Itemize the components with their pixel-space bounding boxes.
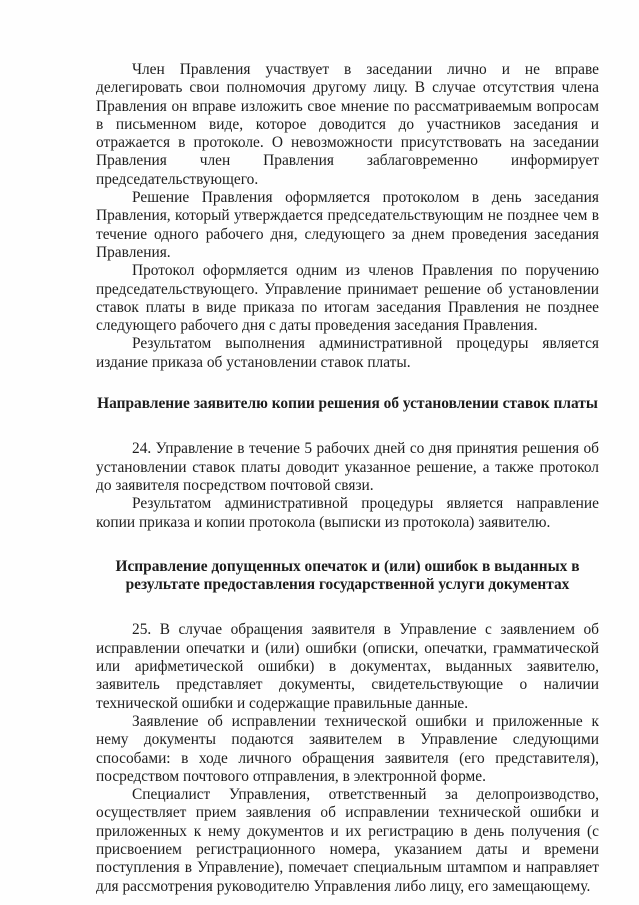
paragraph-board-member-participation: Член Правления участвует в заседании лично и не вправе делегировать свои полномочия другому лицу. В случае отсутствия члена Правления он вправе изложить свое мнение по рассматриваемым вопросам в письменном виде, которое доводится до участников заседания и отражается в протоколе. О невозможности присутствовать на заседании Правления член Правления заблаговременно информирует председательствующего. [96, 61, 599, 188]
section-heading-sending-decision: Направление заявителю копии решения об установлении ставок платы [97, 395, 598, 413]
paragraph-protocol-preparation: Протокол оформляется одним из членов Правления по поручению председательствующего. Управление принимает решение об установлении ставок платы в виде приказа по итогам заседания Правления не позднее следующего рабочего дня с даты проведения заседания Правления. [96, 262, 599, 335]
paragraph-item-25: 25. В случае обращения заявителя в Управление с заявлением об исправлении опечатки и (или) ошибки (описки, опечатки, грамматической или арифметической ошибки) в документах, выданных заявителю, заявитель представляет документы, свидетельствующие о наличии технической ошибки и содержащие правильные данные. [96, 621, 599, 712]
paragraph-sending-result: Результатом административной процедуры является направление копии приказа и копии протокола (выписки из протокола) заявителю. [96, 495, 599, 531]
paragraph-submission-methods: Заявление об исправлении технической ошибки и приложенные к нему документы подаются заявителем в Управление следующими способами: в ходе личного обращения заявителя (его представителя), посредством почтового отправления, в электронной форме. [96, 712, 599, 785]
section-heading-correcting-errors: Исправление допущенных опечаток и (или) ошибок в выданных в результате предоставления государственной услуги документах [115, 557, 580, 594]
paragraph-board-decision-protocol: Решение Правления оформляется протоколом в день заседания Правления, который утверждается председательствующим не позднее чем в течение одного рабочего дня, следующего за днем проведения заседания Правления. [96, 189, 599, 261]
spacer [96, 532, 599, 558]
document-body [96, 61, 599, 896]
spacer [96, 594, 599, 621]
spacer [96, 413, 599, 440]
paragraph-procedure-result: Результатом выполнения административной процедуры является издание приказа об установлении ставок платы. [96, 335, 599, 371]
paragraph-registration: Специалист Управления, ответственный за делопроизводство, осуществляет прием заявления об исправлении технической ошибки и приложенных к нему документов и их регистрацию в день получения (с присвоением регистрационного номера, указанием даты и времени поступления в Управление), помечает специальным штампом и направляет для рассмотрения руководителю Управления либо лицу, его замещающему. [96, 786, 599, 895]
paragraph-item-24: 24. Управление в течение 5 рабочих дней со дня принятия решения об установлении ставок платы доводит указанное решение, а также протокол до заявителя посредством почтовой связи. [96, 440, 599, 494]
spacer [96, 372, 599, 395]
